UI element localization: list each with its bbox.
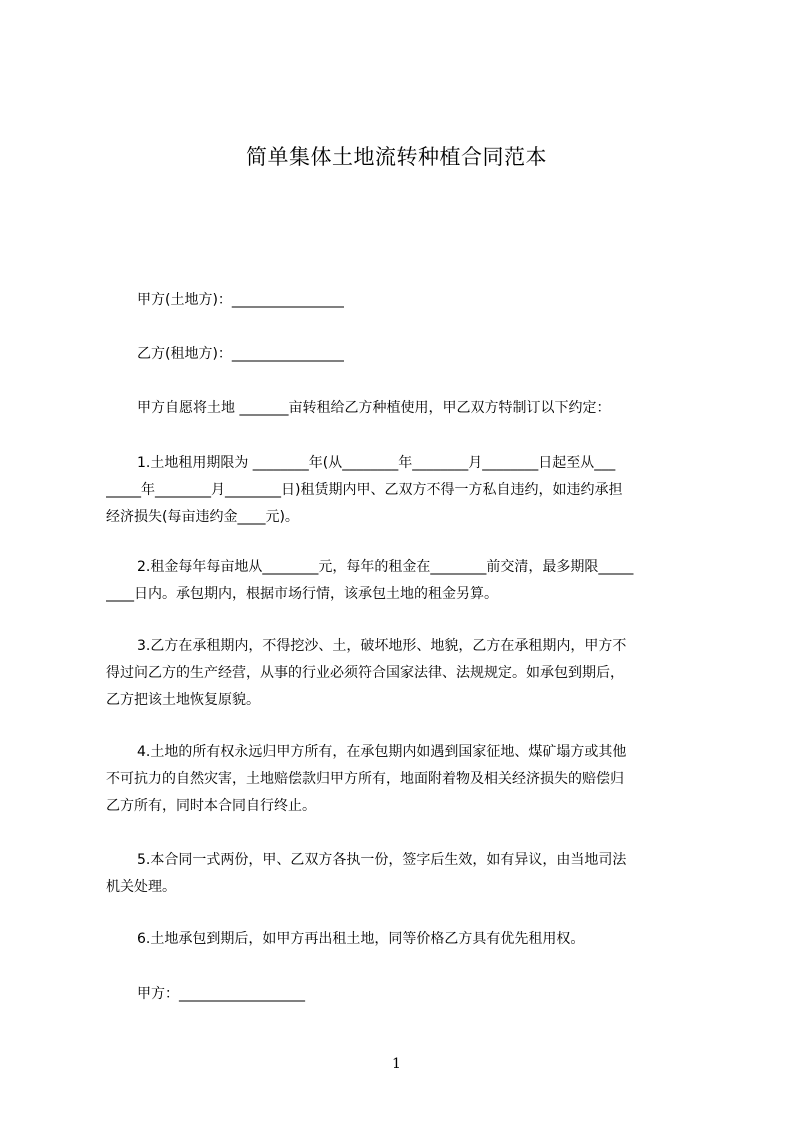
- clause-line: 2.租金每年每亩地从________元，每年的租金在________前交清，最多期限_____: [137, 559, 634, 575]
- clause-line: ____日内。承包期内，根据市场行情，该承包土地的租金另算。: [106, 586, 498, 602]
- signature-party-a: 甲方：__________________: [137, 986, 305, 1002]
- clause-line: 得过问乙方的生产经营，从事的行业必须符合国家法律、法规规定。如承包到期后，: [106, 665, 624, 681]
- intro-paragraph: 甲方自愿将土地 _______亩转租给乙方种植使用，甲乙双方特制订以下约定：: [137, 400, 611, 416]
- clause-line: _____年________月________日)租赁期内甲、乙双方不得一方私自违约，如违约承担: [106, 482, 623, 498]
- clause-line: 5.本合同一式两份，甲、乙双方各执一份，签字后生效，如有异议，由当地司法: [137, 852, 627, 868]
- clause-line: 乙方所有，同时本合同自行终止。: [106, 798, 316, 814]
- clause-line: 3.乙方在承租期内，不得挖沙、土，破坏地形、地貌，乙方在承租期内，甲方不: [137, 638, 627, 654]
- page-number: 1: [392, 1056, 401, 1072]
- party-a-line: 甲方(土地方)：________________: [137, 292, 344, 308]
- clause-line: 1.土地租用期限为 ________年(从________年________月________日起至从___: [137, 455, 616, 471]
- clause-line: 6.土地承包到期后，如甲方再出租土地，同等价格乙方具有优先租用权。: [137, 931, 585, 947]
- document-title: 简单集体土地流转种植合同范本: [246, 145, 547, 169]
- clause-line: 经济损失(每亩违约金____元)。: [106, 509, 299, 525]
- clause-line: 不可抗力的自然灾害，土地赔偿款归甲方所有，地面附着物及相关经济损失的赔偿归: [106, 771, 624, 787]
- party-b-line: 乙方(租地方)：________________: [137, 346, 344, 362]
- clause-line: 机关处理。: [106, 879, 176, 895]
- clause-line: 4.土地的所有权永远归甲方所有，在承包期内如遇到国家征地、煤矿塌方或其他: [137, 744, 627, 760]
- clause-line: 乙方把该土地恢复原貌。: [106, 692, 260, 708]
